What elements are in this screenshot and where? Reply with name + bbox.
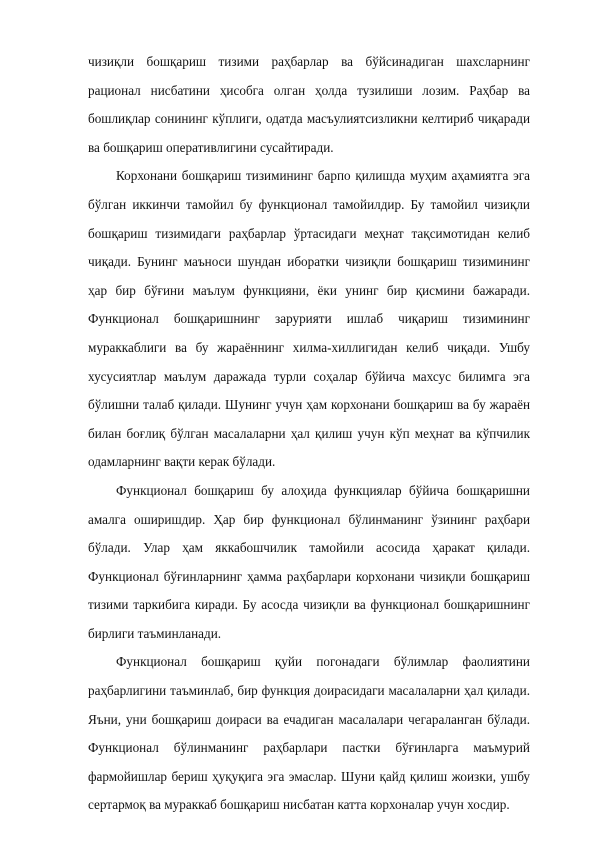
paragraph-3: Функционал бошқариш бу алоҳида функциялар бўйича бошқаришни амалга оширишдир. Ҳар бир функционал бўлинманинг ўзининг раҳбари бўлади. Улар ҳам яккабошчилик тамойили асосида ҳаракат қилади. Функционал бўғинларнинг ҳамма раҳбарлари корхонани чизиқли бошқариш тизими таркибига киради. Бу асосда чизиқли ва функционал бошқаришнинг бирлиги таъминланади. <box>88 482 530 641</box>
paragraph-2: Корхонани бошқариш тизимининг барпо қилишда муҳим аҳамиятга эга бўлган иккинчи тамойил бу функционал тамойилдир. Бу тамойил чизиқли бошқариш тизимидаги раҳбарлар ўртасидаги меҳнат тақсимотидан келиб чиқади. Бунинг маъноси шундан иборатки чизиқли бошқариш тизимининг ҳар бир бўғини маълум функцияни, ёки унинг бир қисмини бажаради. Функционал бошқаришнинг зарурияти ишлаб чиқариш тизимининг мураккаблиги ва бу жараённинг хилма-хиллигидан келиб чиқади. Ушбу хусусиятлар маълум даражада турли соҳалар бўйича махсус билимга эга бўлишни талаб қилади. Шунинг учун ҳам корхонани бошқариш ва бу жараён билан боғлиқ бўлган масалаларни ҳал қилиш учун кўп меҳнат ва кўпчилик одамларнинг вақти керак бўлади. <box>88 168 530 470</box>
paragraph-4: Функционал бошқариш қуйи погонадаги бўлимлар фаолиятини раҳбарлигини таъминлаб, бир функция доирасидаги масалаларни ҳал қилади. Яъни, уни бошқариш доираси ва ечадиган масалалари чегараланган бўлади. Функционал бўлинманинг раҳбарлари пастки бўғинларга маъмурий фармойишлар бериш ҳуқуқига эга эмаслар. Шуни қайд қилиш жоизки, ушбу сертармоқ ва мураккаб бошқариш нисбатан катта корхоналар учун хосдир. <box>88 654 530 813</box>
document-page <box>88 48 530 820</box>
paragraph-1: чизиқли бошқариш тизими раҳбарлар ва бўйсинадиган шахсларнинг рационал нисбатини ҳисобга олган ҳолда тузилиши лозим. Раҳбар ва бошлиқлар сонининг кўплиги, одатда масъулиятсизликни келтириб чиқаради ва бошқариш оперативлигини сусайтиради. <box>88 54 530 155</box>
